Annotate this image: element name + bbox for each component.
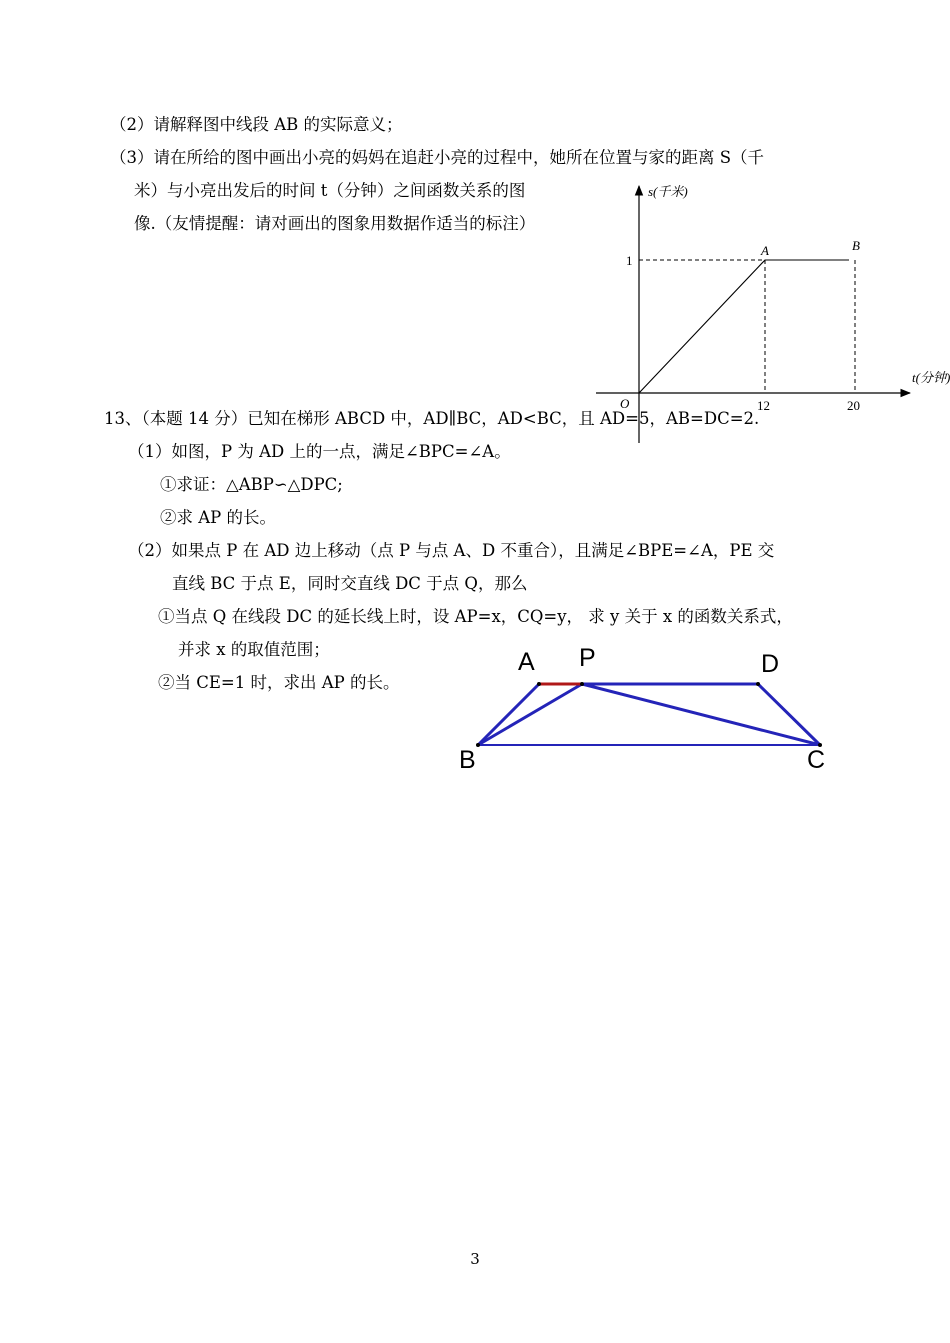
problem-13-part-2-line-2: 直线 BC 于点 E，同时交直线 DC 于点 Q，那么 [172,574,528,593]
problem-13-part-2b: ②当 CE=1 时，求出 AP 的长。 [158,673,400,692]
x-axis-label: t(分钟) [912,370,950,385]
question-3-line-2: 米）与小亮出发后的时间 t（分钟）之间函数关系的图 [134,181,526,200]
trapezoid-figure [459,644,825,774]
problem-13-statement: 13、（本题 14 分）已知在梯形 ABCD 中，AD∥BC，AD<BC，且 AD=5，AB=DC=2. [104,409,760,428]
vertex-b-dot [476,743,480,747]
problem-13-part-1a: ①求证：△ABP∽△DPC; [160,475,343,494]
problem-13-part-1b: ②求 AP 的长。 [160,508,277,527]
vertex-label-p: P [579,644,596,672]
distance-time-graph [596,184,950,443]
segment-pc [582,684,820,745]
vertex-label-a: A [518,648,535,676]
problem-13-part-2a-line-2: 并求 x 的取值范围； [178,640,330,659]
page-number: 3 [470,1250,480,1268]
vertex-a-dot [537,682,541,686]
x-tick-label-12: 12 [757,398,770,413]
vertex-d-dot [756,682,760,686]
vertex-p-dot [580,682,584,686]
question-2-text: （2）请解释图中线段 AB 的实际意义； [110,115,403,134]
vertex-label-b: B [459,746,476,774]
graph-line-OAB [639,260,849,393]
point-label-b: B [852,238,860,253]
vertex-label-c: C [807,746,826,774]
y-tick-label: 1 [626,253,633,268]
problem-13-part-2a-line-1: ①当点 Q 在线段 DC 的延长线上时，设 AP=x，CQ=y， 求 y 关于 x 的函数关系式， [158,607,793,626]
question-3-line-1: （3）请在所给的图中画出小亮的妈妈在追赶小亮的过程中，她所在位置与家的距离 S（千 [110,148,765,167]
point-label-a: A [761,243,769,258]
y-axis-label: s(千米) [648,184,688,199]
problem-13-part-2-line-1: （2）如果点 P 在 AD 边上移动（点 P 与点 A、D 不重合），且满足∠BPE=∠A，PE 交 [128,541,775,560]
vertex-label-d: D [761,650,780,678]
origin-label: O [620,396,630,411]
question-3-line-3: 像.（友情提醒：请对画出的图象用数据作适当的标注） [134,214,536,233]
problem-13-part-1: （1）如图，P 为 AD 上的一点，满足∠BPC=∠A。 [128,442,511,461]
x-tick-label-20: 20 [847,398,860,413]
